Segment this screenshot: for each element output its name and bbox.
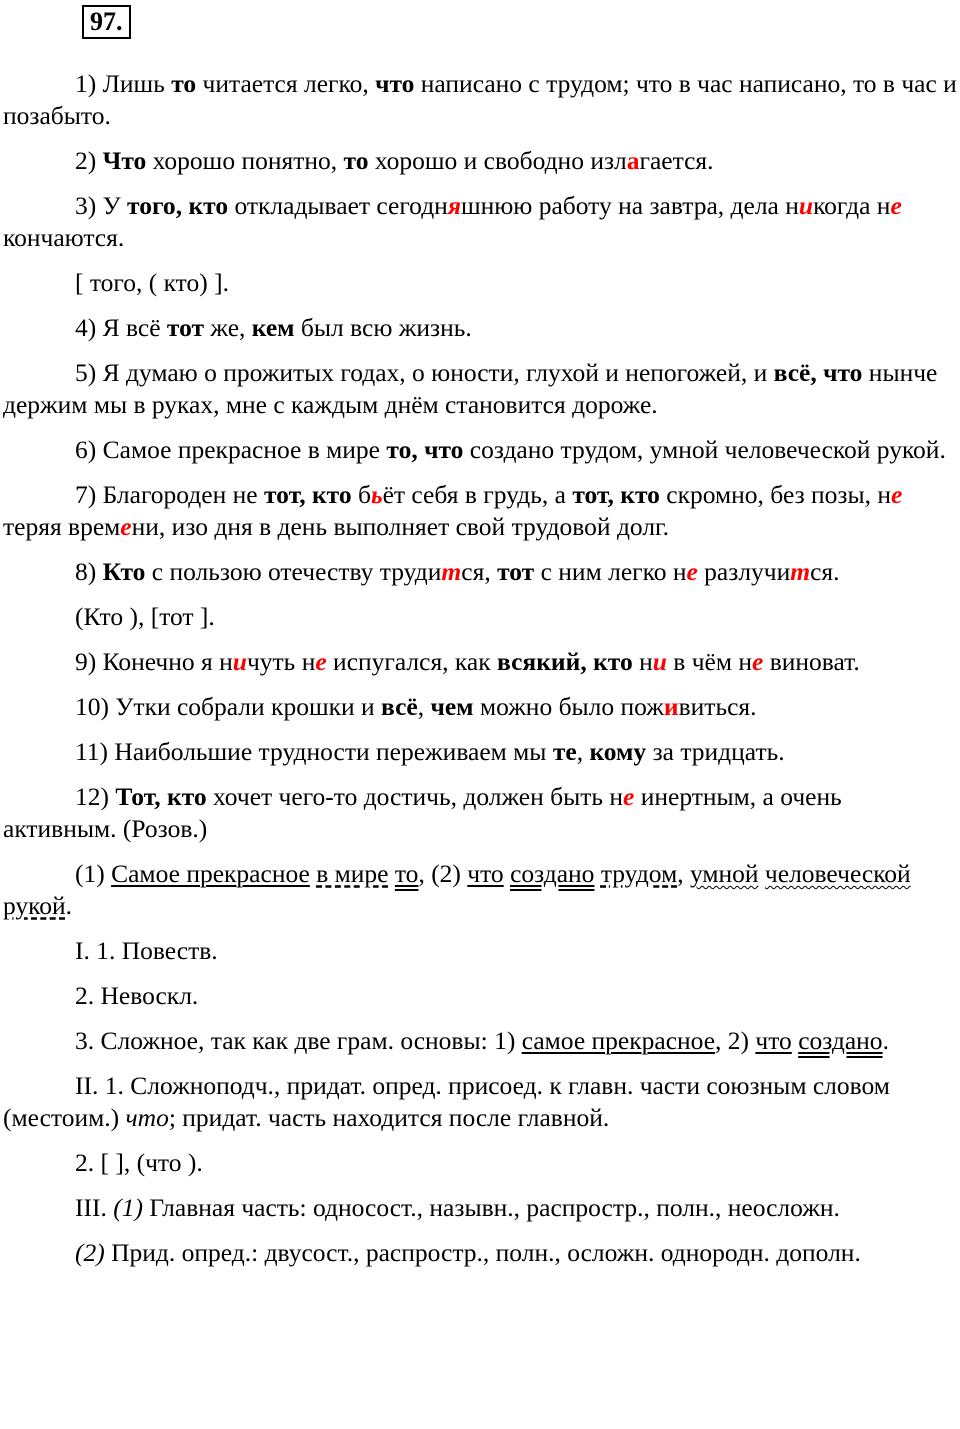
sentence-12: 12) Тот, кто хочет чего-то достичь, должен быть не инертным, а очень активным. (Розов.) (3, 782, 842, 843)
exercise-text (3, 68, 958, 1282)
sentence-4: 4) Я всё тот же, кем был всю жизнь. (75, 313, 472, 342)
analysis-6: III. (1) Главная часть: односост., назывн., распростр., полн., неосложн. (75, 1193, 840, 1222)
analysis-3: 3. Сложное, так как две грам. основы: 1) самое прекрасное, 2) что создано. (75, 1026, 889, 1055)
analysis-2: 2. Невоскл. (75, 981, 199, 1010)
analysis-7: (2) Прид. опред.: двусост., распростр., полн., осложн. однородн. дополн. (75, 1238, 861, 1267)
sentence-3: 3) У того, кто откладывает сегодняшнюю работу на завтра, дела никогда не кончаются. (3, 191, 902, 252)
adverbial-underline: в мире (316, 859, 389, 888)
attribute-underline: умной (689, 859, 759, 888)
analysis-4: II. 1. Сложноподч., придат. опред. присоед. к главн. части союзным словом (местоим.) что; придат. часть находится после главной. (3, 1071, 890, 1132)
sentence-10: 10) Утки собрали крошки и всё, чем можно было поживиться. (75, 692, 757, 721)
sentence-6: 6) Самое прекрасное в мире то, что создано трудом, умной человеческой рукой. (75, 435, 946, 464)
analysis-5: 2. [ ], (что ). (75, 1148, 203, 1177)
exercise-number: 97. (82, 5, 131, 39)
subject-underline: Самое прекрасное (111, 859, 310, 888)
sentence-7: 7) Благороден не тот, кто бьёт себя в грудь, а тот, кто скромно, без позы, не теряя времени, изо дня в день выполняет свой трудовой долг. (3, 480, 903, 541)
sentence-1: 1) Лишь то читается легко, что написано с трудом; что в час написано, то в час и позабыто. (3, 69, 957, 130)
predicate-underline: то (394, 859, 419, 888)
parsed-sentence: (1) Самое прекрасное в мире то, (2) что создано трудом, умной человеческой рукой. (3, 859, 911, 920)
analysis-1: I. 1. Повеств. (75, 936, 218, 965)
sentence-2: 2) Что хорошо понятно, то хорошо и свободно излагается. (75, 146, 714, 175)
sentence-8: 8) Кто с пользою отечеству трудится, тот с ним легко не разлучится. (75, 557, 840, 586)
sentence-5: 5) Я думаю о прожитых годах, о юности, глухой и непогожей, и всё, что нынче держим мы в руках, мне с каждым днём становится дороже. (3, 358, 938, 419)
sentence-11: 11) Наибольшие трудности переживаем мы те, кому за тридцать. (75, 737, 785, 766)
sentence-3-scheme: [ того, ( кто) ]. (75, 268, 229, 297)
sentence-8-scheme: (Кто ), [тот ]. (75, 602, 215, 631)
sentence-9: 9) Конечно я ничуть не испугался, как всякий, кто ни в чём не виноват. (75, 647, 860, 676)
